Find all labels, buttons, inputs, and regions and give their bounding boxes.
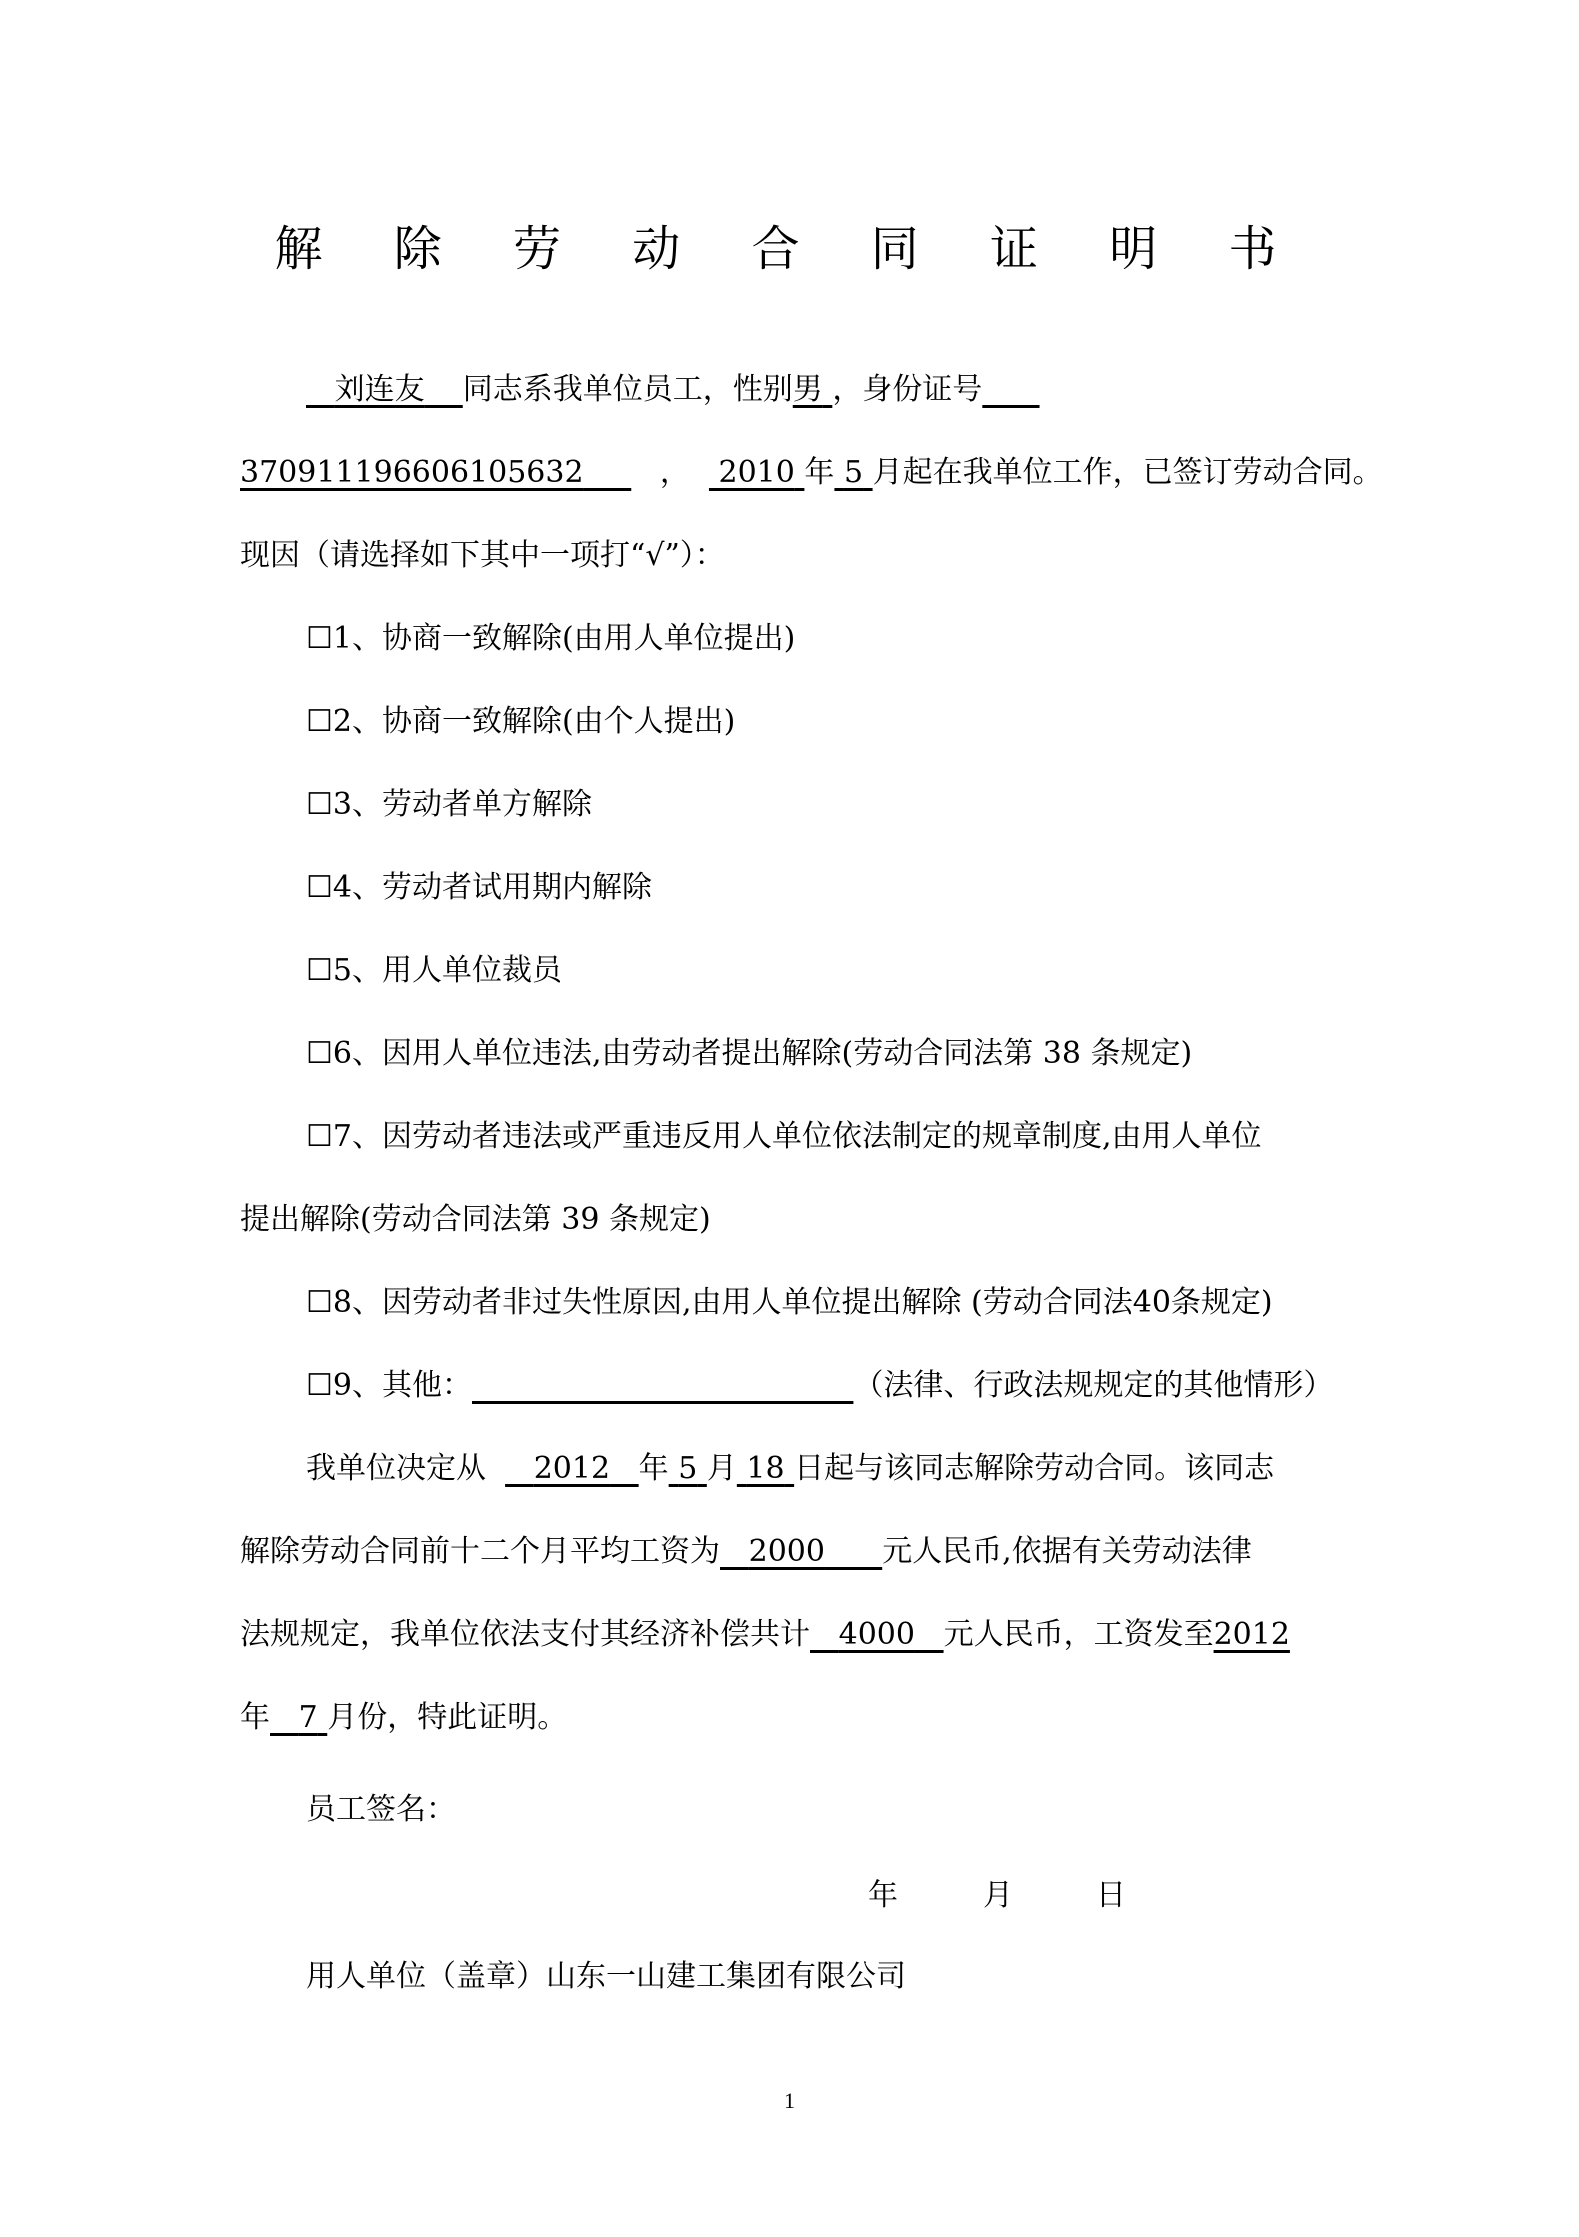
document-title: 解 除 劳 动 合 同 证 明 书 [274,221,1305,277]
decision-line-2 [240,1532,1252,1572]
decision-year-label-2: 年 [240,1700,270,1735]
start-year: 2010 [718,455,795,490]
option-9-blank [472,1368,853,1403]
option-3: ☐3、劳动者单方解除 [306,787,592,822]
id-underline [982,372,1039,407]
intro-text-2: ，身份证号 [832,372,983,407]
intro-text-1: 同志系我单位员工，性别 [462,372,793,407]
option-8: ☐8、因劳动者非过失性原因,由用人单位提出解除 (劳动合同法40条规定) [306,1285,1273,1320]
intro-text-3: 月起在我单位工作，已签订劳动合同。 [872,455,1383,490]
option-1: ☐1、协商一致解除(由用人单位提出) [306,621,796,656]
avg-wage: 2000 [748,1534,825,1569]
employee-name: 刘连友 [334,372,425,407]
end-year: 2012 [533,1451,611,1486]
option-9-suffix: （法律、行政法规规定的其他情形） [853,1368,1334,1403]
intro-sep: ， [659,455,690,490]
date-month-label: 月 [983,1878,1013,1913]
decision-text-3: 解除劳动合同前十二个月平均工资为 [240,1534,720,1569]
pay-year: 2012 [1213,1617,1290,1652]
decision-line-4 [240,1698,567,1738]
intro-line-1 [306,370,1040,410]
intro-year-label: 年 [804,455,835,490]
option-9 [306,1366,1333,1406]
decision-text-5: 法规规定，我单位依法支付其经济补偿共计 [240,1617,810,1652]
compensation: 4000 [838,1617,915,1652]
decision-text-2: 日起与该同志解除劳动合同。该同志 [794,1451,1275,1486]
decision-text-1: 我单位决定从 [306,1451,486,1486]
decision-text-4: 元人民币,依据有关劳动法律 [882,1534,1252,1569]
id-number: 370911196606105632 [240,455,584,490]
decision-text-6: 元人民币，工资发至 [943,1617,1214,1652]
intro-line-2 [240,453,1383,493]
date-year-label: 年 [868,1878,898,1913]
option-4: ☐4、劳动者试用期内解除 [306,870,652,905]
option-5: ☐5、用人单位裁员 [306,953,562,988]
date-day-label: 日 [1096,1878,1126,1913]
employee-signature-label: 员工签名： [306,1792,456,1827]
decision-year-label: 年 [638,1451,669,1486]
option-7: ☐7、因劳动者违法或严重违反用人单位依法制定的规章制度,由用人单位 [306,1119,1262,1154]
intro-line-3: 现因（请选择如下其中一项打“√”）： [240,538,725,573]
decision-line-3 [240,1615,1290,1655]
decision-line-1 [306,1449,1274,1489]
option-9-prefix: ☐9、其他： [306,1368,472,1403]
decision-text-8: 月份，特此证明。 [327,1700,568,1735]
end-month: 5 [678,1451,698,1486]
page-number: 1 [784,2088,795,2113]
option-7-continued: 提出解除(劳动合同法第 39 条规定) [240,1202,711,1237]
start-month: 5 [843,455,864,490]
employee-gender: 男 [792,372,823,407]
option-2: ☐2、协商一致解除(由个人提出) [306,704,736,739]
decision-month-label: 月 [706,1451,737,1486]
end-day: 18 [746,1451,785,1486]
pay-month: 7 [298,1700,318,1735]
employer-stamp-label: 用人单位（盖章）山东一山建工集团有限公司 [306,1959,906,1994]
option-6: ☐6、因用人单位违法,由劳动者提出解除(劳动合同法第 38 条规定) [306,1036,1193,1071]
